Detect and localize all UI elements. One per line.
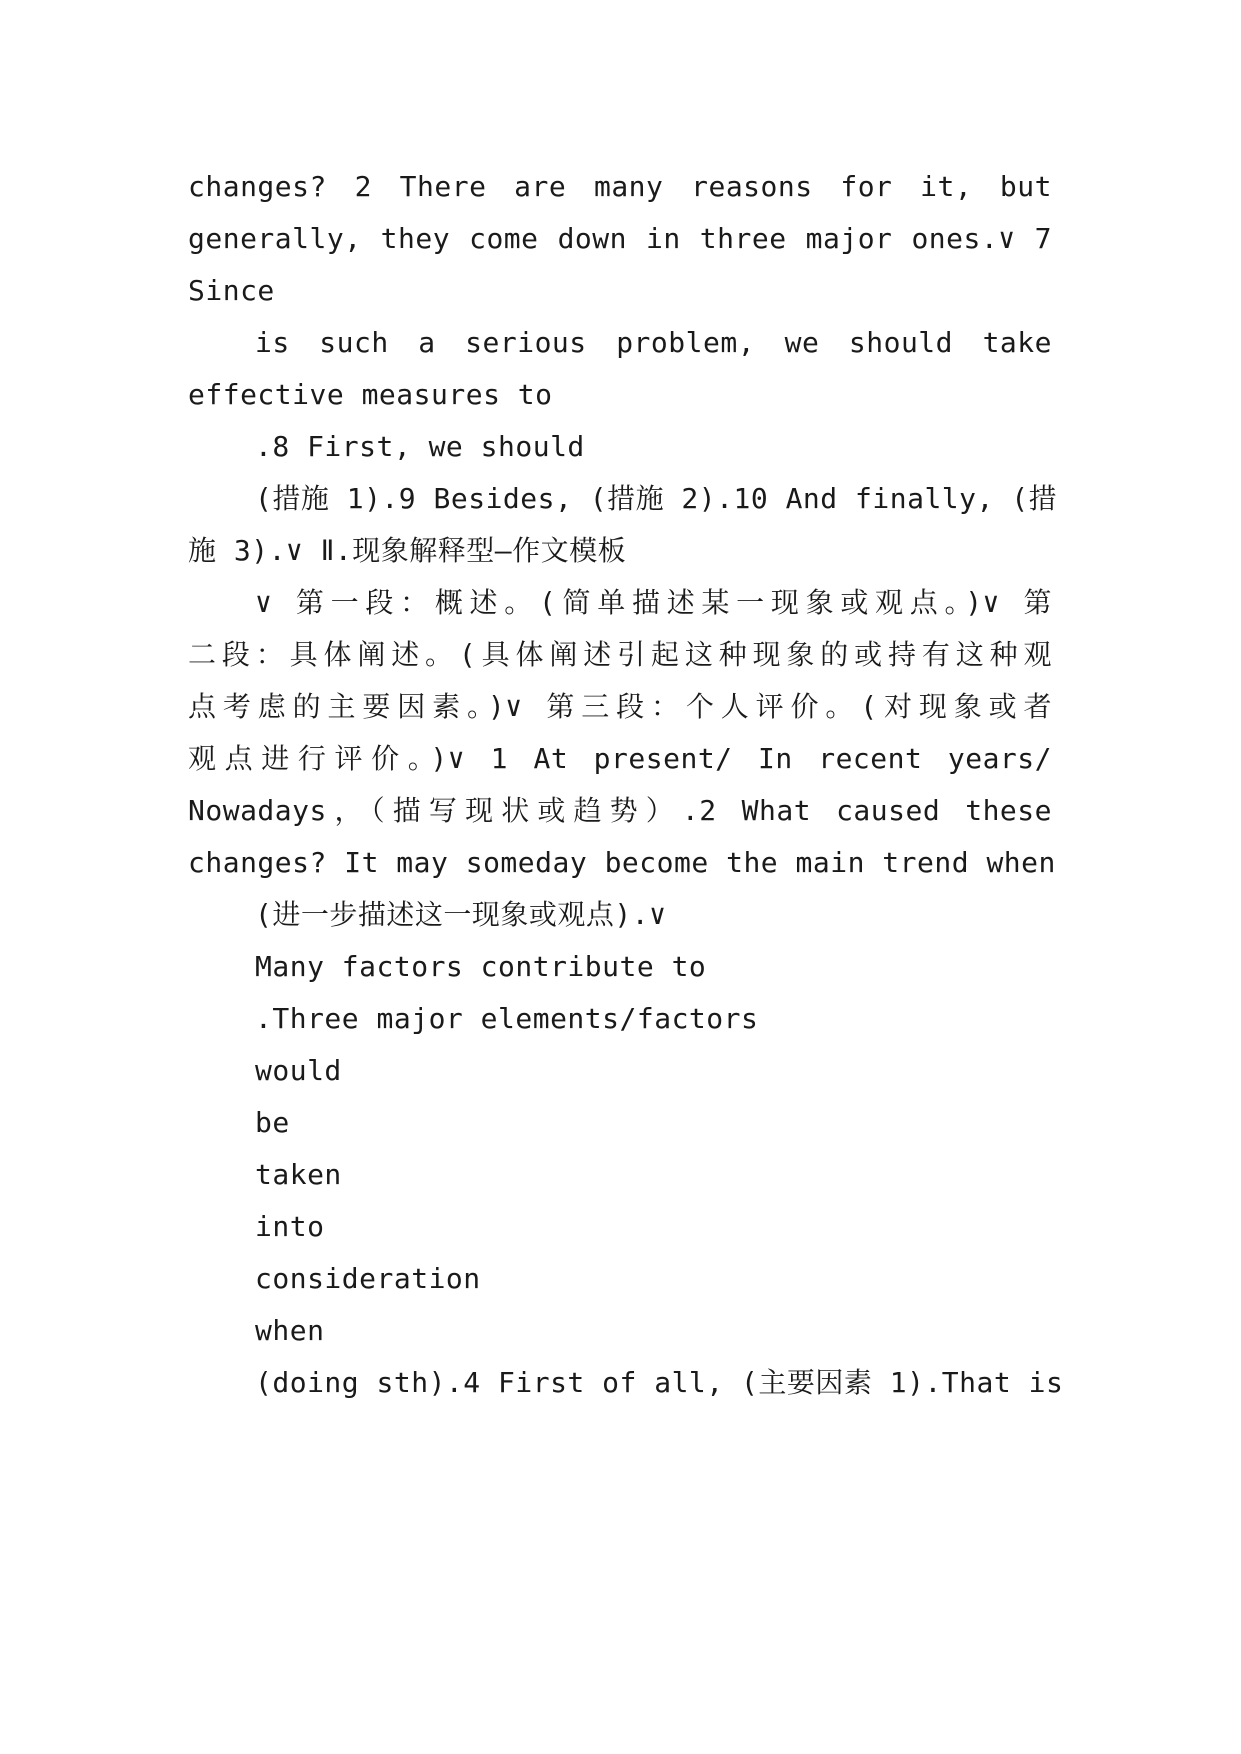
text-line-21: into xyxy=(255,1210,325,1243)
text-line-24: (doing sth).4 First of all, (主要因素 1).That is xyxy=(255,1366,1064,1399)
text-line-20: taken xyxy=(255,1158,342,1191)
text-line-15: (进一步描述这一现象或观点).∨ xyxy=(255,898,667,931)
text-line-3: Since xyxy=(188,274,275,307)
text-line-18: would xyxy=(255,1054,342,1087)
text-line-4: is such a serious problem, we should take xyxy=(255,326,1052,359)
text-line-6: .8 First, we should xyxy=(255,430,585,463)
text-line-12: 观点进行评价。)∨ 1 At present/ In recent years/ xyxy=(188,742,1052,775)
text-line-2: generally, they come down in three major ones.∨ 7 xyxy=(188,222,1052,255)
text-line-11: 点考虑的主要因素。)∨ 第三段：个人评价。(对现象或者 xyxy=(188,690,1052,723)
text-line-17: .Three major elements/factors xyxy=(255,1002,759,1035)
text-line-13: Nowadays，（描写现状或趋势）.2 What caused these xyxy=(188,794,1052,827)
text-line-5: effective measures to xyxy=(188,378,553,411)
text-line-16: Many factors contribute to xyxy=(255,950,707,983)
text-line-9: ∨ 第一段：概述。(简单描述某一现象或观点。)∨ 第 xyxy=(255,586,1052,619)
text-line-14: changes? It may someday become the main trend when xyxy=(188,846,1056,879)
text-line-10: 二段：具体阐述。(具体阐述引起这种现象的或持有这种观 xyxy=(188,638,1052,671)
text-line-19: be xyxy=(255,1106,290,1139)
text-line-7: (措施 1).9 Besides, (措施 2).10 And finally, (措 xyxy=(255,482,1058,515)
text-line-22: consideration xyxy=(255,1262,481,1295)
text-line-1: changes? 2 There are many reasons for it, but xyxy=(188,170,1052,203)
text-line-23: when xyxy=(255,1314,325,1347)
text-line-8: 施 3).∨ Ⅱ.现象解释型—作文模板 xyxy=(188,534,627,567)
